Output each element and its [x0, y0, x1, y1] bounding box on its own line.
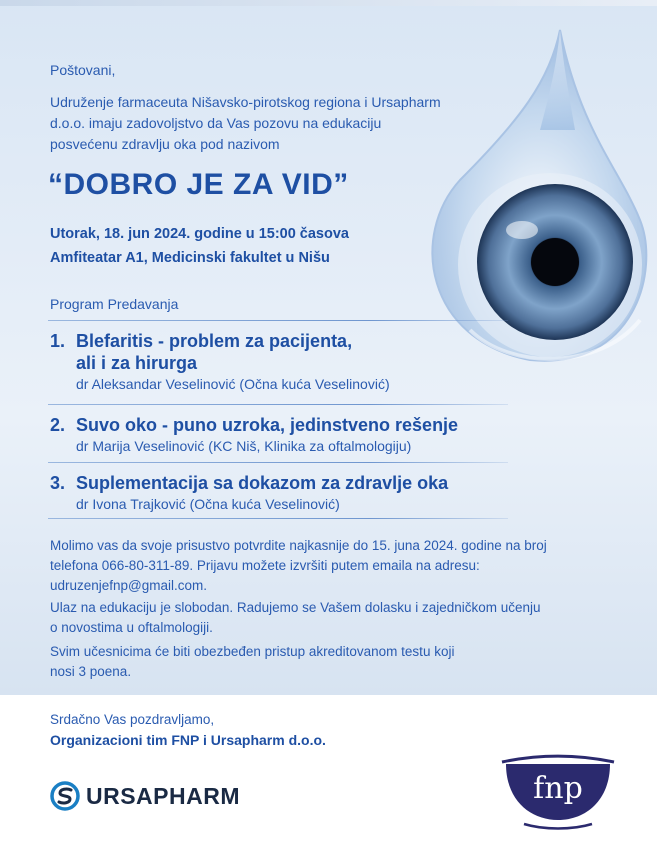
accreditation-text: Svim učesnicima će biti obezbeđen pristup akreditovanom testu koji nosi 3 poena.	[50, 644, 455, 679]
ursapharm-logo-icon	[50, 781, 80, 811]
eye-drop-icon	[400, 20, 657, 380]
ursapharm-logo	[50, 780, 240, 812]
greeting: Poštovani,	[50, 62, 116, 78]
signature: Organizacioni tim FNP i Ursapharm d.o.o.	[50, 732, 326, 748]
divider	[48, 404, 508, 405]
divider	[48, 518, 508, 519]
fnp-logo-text: fnp	[533, 771, 583, 806]
program-item-title: 1. Blefaritis - problem za pacijenta,	[50, 331, 353, 351]
top-strip	[0, 0, 657, 6]
event-date: Utorak, 18. jun 2024. godine u 15:00 časova	[50, 226, 349, 242]
program-label: Program Predavanja	[50, 296, 179, 312]
closing: Srdačno Vas pozdravljamo,	[50, 712, 215, 727]
program-item-2	[50, 414, 458, 456]
event-title: “DOBRO JE ZA VID”	[48, 168, 349, 201]
program-item-title-cont: ali i za hirurga	[76, 353, 198, 373]
divider	[48, 462, 508, 463]
program-item-title: 2. Suvo oko - puno uzroka, jedinstveno rešenje	[50, 415, 459, 435]
event-venue: Amfiteatar A1, Medicinski fakultet u Nišu	[50, 250, 330, 266]
fnp-logo	[500, 740, 616, 832]
program-item-speaker: dr Marija Veselinović (KC Niš, Klinika za oftalmologiju)	[76, 438, 412, 454]
program-item-title: 3. Suplementacija sa dokazom za zdravlje oka	[50, 473, 449, 493]
program-item-speaker: dr Aleksandar Veselinović (Očna kuća Veselinović)	[76, 376, 390, 392]
rsvp-text: Molimo vas da svoje prisustvo potvrdite najkasnije do 15. juna 2024. godine na broj telefona 066-80-311-89. Prijavu možete izvršiti putem emaila na adresu: udruzenjefnp@gmail.com.	[50, 538, 547, 593]
program-item-1	[50, 330, 390, 394]
divider	[48, 320, 508, 321]
entry-text: Ulaz na edukaciju je slobodan. Radujemo se Vašem dolasku i zajedničkom učenju o novostima u oftalmologiji.	[50, 600, 541, 635]
intro-text: Udruženje farmaceuta Nišavsko-pirotskog regiona i Ursapharm d.o.o. imaju zadovoljstvo da Vas pozovu na edukaciju posvećenu zdravlju oka pod nazivom	[50, 94, 441, 152]
program-item-3	[50, 472, 448, 514]
ursapharm-logo-text: URSAPHARM	[86, 782, 240, 809]
program-item-speaker: dr Ivona Trajković (Očna kuća Veselinović)	[76, 496, 340, 512]
